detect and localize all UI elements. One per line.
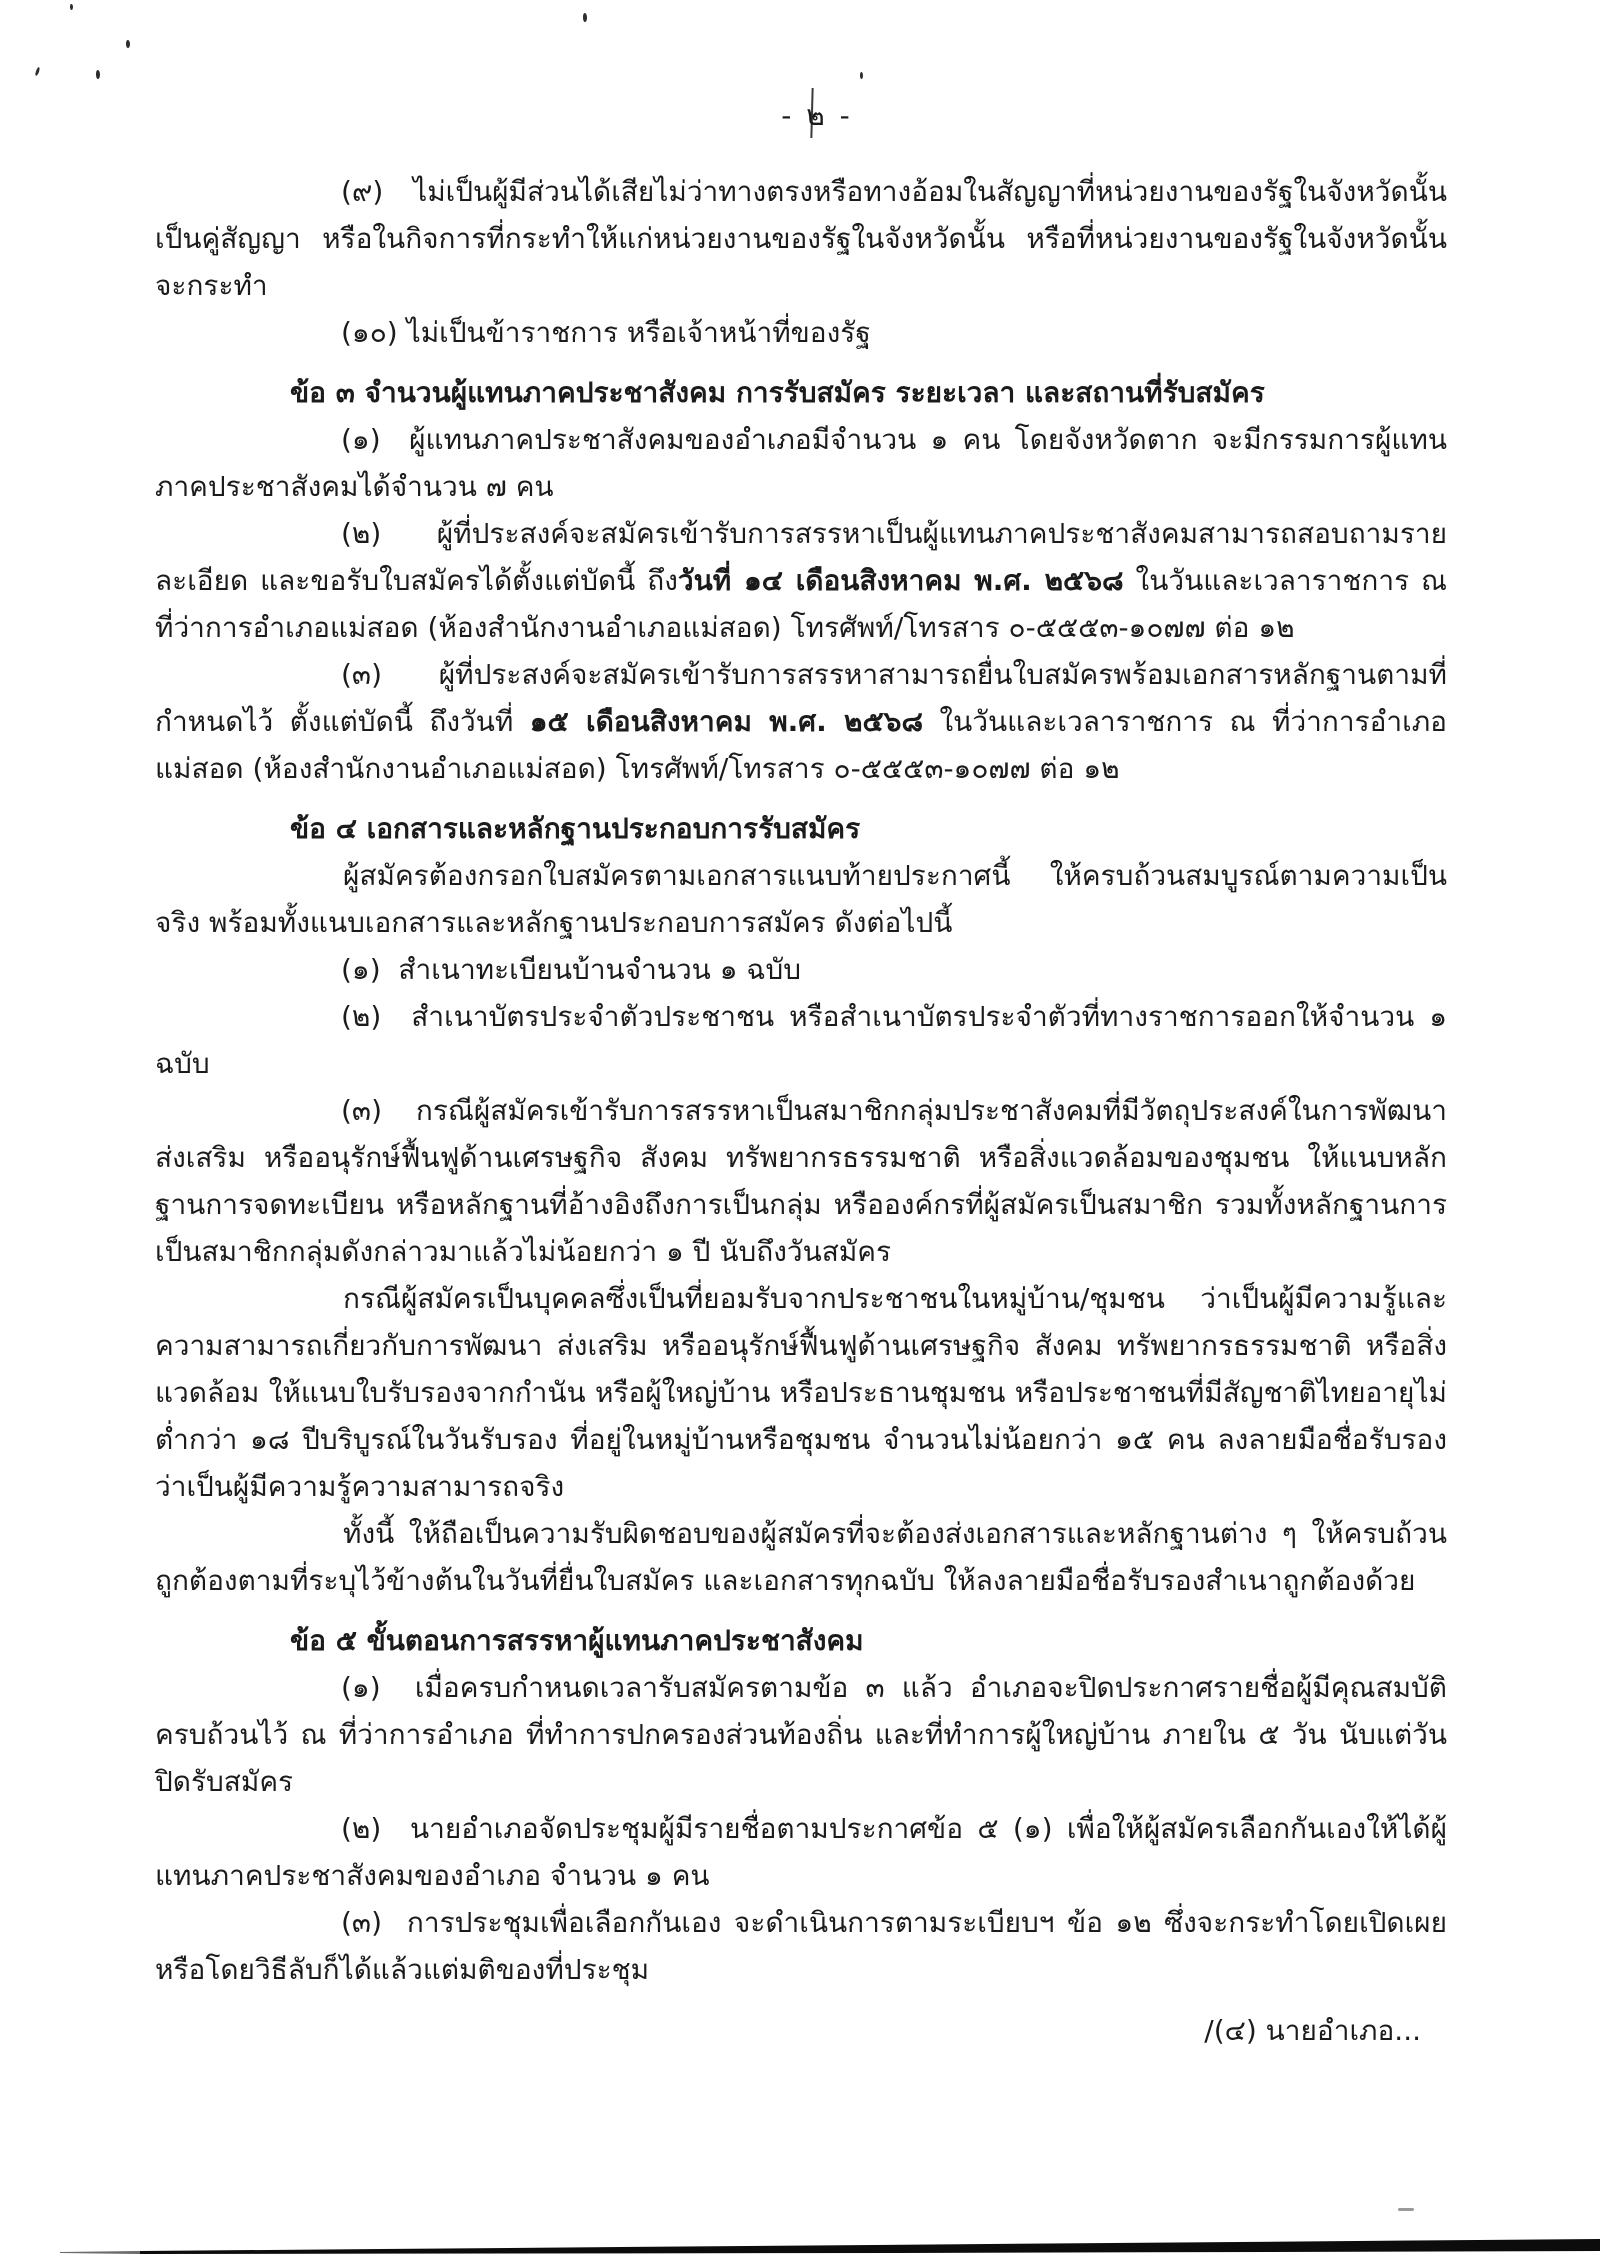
section-header [155, 1617, 1447, 1664]
paragraph [155, 309, 1447, 356]
text-run: ทั้งนี้ ให้ถือเป็นความรับผิดชอบของผู้สมัครที่จะต้องส่งเอกสารและหลักฐานต่าง ๆ ให้ครบถ้วนถูกต้องตามที่ระบุไว้ข้างต้นในวันที่ยื่นใบสมัคร และเอกสารทุกฉบับ ให้ลงลายมือชื่อรับรองสำเนา​ถูกต้องด้วย [155, 1517, 1447, 1597]
text-run: /(๔) นายอำเภอ... [1204, 2014, 1421, 2047]
text-run: (๑) เมื่อครบกำหนดเวลารับสมัครตามข้อ ๓ แล้ว อำเภอจะปิดประกาศรายชื่อผู้มี​คุณสมบัติครบถ้วนไว้ ณ ที่ว่าการอำเภอ ที่ทำการปกครองส่วนท้องถิ่น และที่ทำการผู้ใหญ่บ้าน ภายใน ๕ วัน นับแต่วันปิดรับสมัคร [155, 1671, 1447, 1798]
text-run: (๑) ผู้แทนภาคประชาสังคมของอำเภอมีจำนวน ๑ คน โดยจังหวัดตาก จะมีกรรมการ​ผู้แทนภาคประชาสังคมได้จำนวน ๗ คน [155, 423, 1447, 503]
text-run: (๒) นายอำเภอจัดประชุมผู้มีรายชื่อตามประกาศข้อ ๕ (๑) เพื่อให้ผู้สมัครเลือกกันเอง​ให้ได้ผู้แทนภาคประชาสังคมของอำเภอ จำนวน ๑ คน [155, 1812, 1447, 1892]
text-run: ผู้สมัครต้องกรอกใบสมัครตามเอกสารแนบท้ายประกาศนี้ ให้ครบถ้วนสมบูรณ์ตาม​ความเป็นจริง พร้อมทั้งแนบเอกสารและหลักฐานประกอบการสมัคร ดังต่อไปนี้ [155, 859, 1447, 939]
document-body [155, 168, 1447, 2054]
paragraph [155, 1275, 1447, 1510]
text-run: กรณีผู้สมัครเป็นบุคคลซึ่งเป็นที่ยอมรับจากประชาชนในหมู่บ้าน/ชุมชน ว่าเป็นผู้มีความรู้​และความสามารถเกี่ยวกับการพัฒนา ส่งเสริม หรืออนุรักษ์ฟื้นฟูด้านเศรษฐกิจ สังคม ทรัพยากรธรรมชาติ หรือ​สิ่งแวดล้อม ให้แนบใบรับรองจากกำนัน หรือผู้ใหญ่บ้าน หรือประธานชุมชน หรือประชาชนที่มีสัญชาติไทย​อายุไม่ต่ำกว่า ๑๘ ปีบริบูรณ์ในวันรับรอง ที่อยู่ในหมู่บ้านหรือชุมชน จำนวนไม่น้อยกว่า ๑๕ คน ลงลายมือชื่อ​รับรองว่าเป็นผู้มีความรู้ความสามารถจริง [155, 1282, 1447, 1503]
paragraph [155, 1087, 1447, 1275]
text-run: (๑) สำเนาทะเบียนบ้านจำนวน ๑ ฉบับ [341, 953, 802, 986]
page-number: - ๒ - [781, 99, 853, 132]
paragraph [155, 168, 1447, 309]
text-run: (๓) ผู้ที่ประสงค์จะสมัครเข้ารับการสรรหาสามารถยื่นใบสมัครพร้อมเอกสารหลักฐาน​ตามที่กำหนดไว้ ตั้งแต่บัดนี้ ถึงวันที่ [155, 658, 1447, 738]
text-run: ข้อ ๕ ขั้นตอนการสรรหาผู้แทนภาคประชาสังคม [290, 1624, 864, 1657]
paragraph [155, 416, 1447, 510]
paragraph [155, 651, 1447, 792]
text-run: (๒) สำเนาบัตรประจำตัวประชาชน หรือสำเนาบัตรประจำตัวที่ทางราชการออกให้​จำนวน ๑ ฉบับ [155, 1000, 1447, 1080]
paragraph [155, 946, 1447, 993]
paragraph [155, 1899, 1447, 1993]
text-run: (๙) ไม่เป็นผู้มีส่วนได้เสียไม่ว่าทางตรงหรือทางอ้อมในสัญญาที่หน่วยงานของรัฐ​ในจังหวัดนั้น เป็นคู่สัญญา หรือในกิจการที่กระทำให้แก่หน่วยงานของรัฐในจังหวัดนั้น หรือที่หน่วยงานของรัฐ​ในจังหวัดนั้นจะกระทำ [155, 175, 1447, 302]
section-header [155, 805, 1447, 852]
scan-speck [1398, 2208, 1414, 2211]
text-run: ๑๕ เดือนสิงหาคม พ.ศ. ๒๕๖๘ [529, 705, 924, 738]
paragraph [155, 1805, 1447, 1899]
scan-speck [860, 72, 863, 79]
paragraph [155, 510, 1447, 651]
paragraph [155, 1664, 1447, 1805]
section-header [155, 369, 1447, 416]
paragraph [155, 993, 1447, 1087]
scan-artifact-bottom-band [0, 2235, 1600, 2261]
continuation-marker [155, 2007, 1447, 2054]
text-run: ในวันและเวลาราชการ ณ ที่ว่าการ​อำเภอแม่สอด (ห้องสำนักงานอำเภอแม่สอด) โทรศัพท์/โทรสาร ๐-๕๕๕๓-๑๐๗๗ ต่อ ๑๒ [155, 705, 1447, 785]
paragraph [155, 852, 1447, 946]
text-run: (๑๐) ไม่เป็นข้าราชการ หรือเจ้าหน้าที่ของรัฐ [341, 316, 871, 349]
scan-speck [35, 67, 41, 76]
paragraph [155, 1510, 1447, 1604]
text-run: (๓) กรณีผู้สมัครเข้ารับการสรรหาเป็นสมาชิกกลุ่มประชาสังคมที่มีวัตถุประสงค์ในการ​พัฒนา ส่งเสริม หรืออนุรักษ์ฟื้นฟูด้านเศรษฐกิจ สังคม ทรัพยากรธรรมชาติ หรือสิ่งแวดล้อมของชุมชน ให้แนบ​หลักฐานการจดทะเบียน หรือหลักฐานที่อ้างอิงถึงการเป็นกลุ่ม หรือองค์กรที่ผู้สมัครเป็นสมาชิก รวมทั้ง​หลักฐานการเป็นสมาชิกกลุ่มดังกล่าวมาแล้วไม่น้อยกว่า ๑ ปี นับถึงวันสมัคร [155, 1094, 1447, 1268]
scan-speck [70, 4, 73, 10]
scan-speck [583, 13, 587, 22]
text-run: ข้อ ๓ จำนวนผู้แทนภาคประชาสังคม การรับสมัคร ระยะเวลา และสถานที่รับสมัคร [290, 376, 1265, 409]
text-run: ข้อ ๔ เอกสารและหลักฐานประกอบการรับสมัคร [290, 812, 861, 845]
text-run: วันที่ ๑๔ เดือนสิงหาคม พ.ศ. ๒๕๖๘ [677, 564, 1124, 597]
scan-speck [126, 40, 130, 48]
text-run: (๒) ผู้ที่ประสงค์จะสมัครเข้ารับการสรรหาเป็นผู้แทนภาคประชาสังคมสามารถ​สอบถามรายละเอียด และขอรับใบสมัครได้ตั้งแต่บัดนี้ ถึง [155, 517, 1447, 597]
text-run: ในวันและ​เวลาราชการ ณ ที่ว่าการอำเภอแม่สอด (ห้องสำนักงานอำเภอแม่สอด) โทรศัพท์/โทรสาร ๐-๕๕๕๓-๑๐๗๗ ต่อ ๑๒ [155, 564, 1447, 644]
scan-speck [96, 70, 100, 79]
text-run: (๓) การประชุมเพื่อเลือกกันเอง จะดำเนินการตามระเบียบฯ ข้อ ๑๒ ซึ่งจะกระทำ​โดยเปิดเผยหรือโดยวิธีลับก็ได้แล้วแต่มติของที่ประชุม [155, 1906, 1447, 1986]
